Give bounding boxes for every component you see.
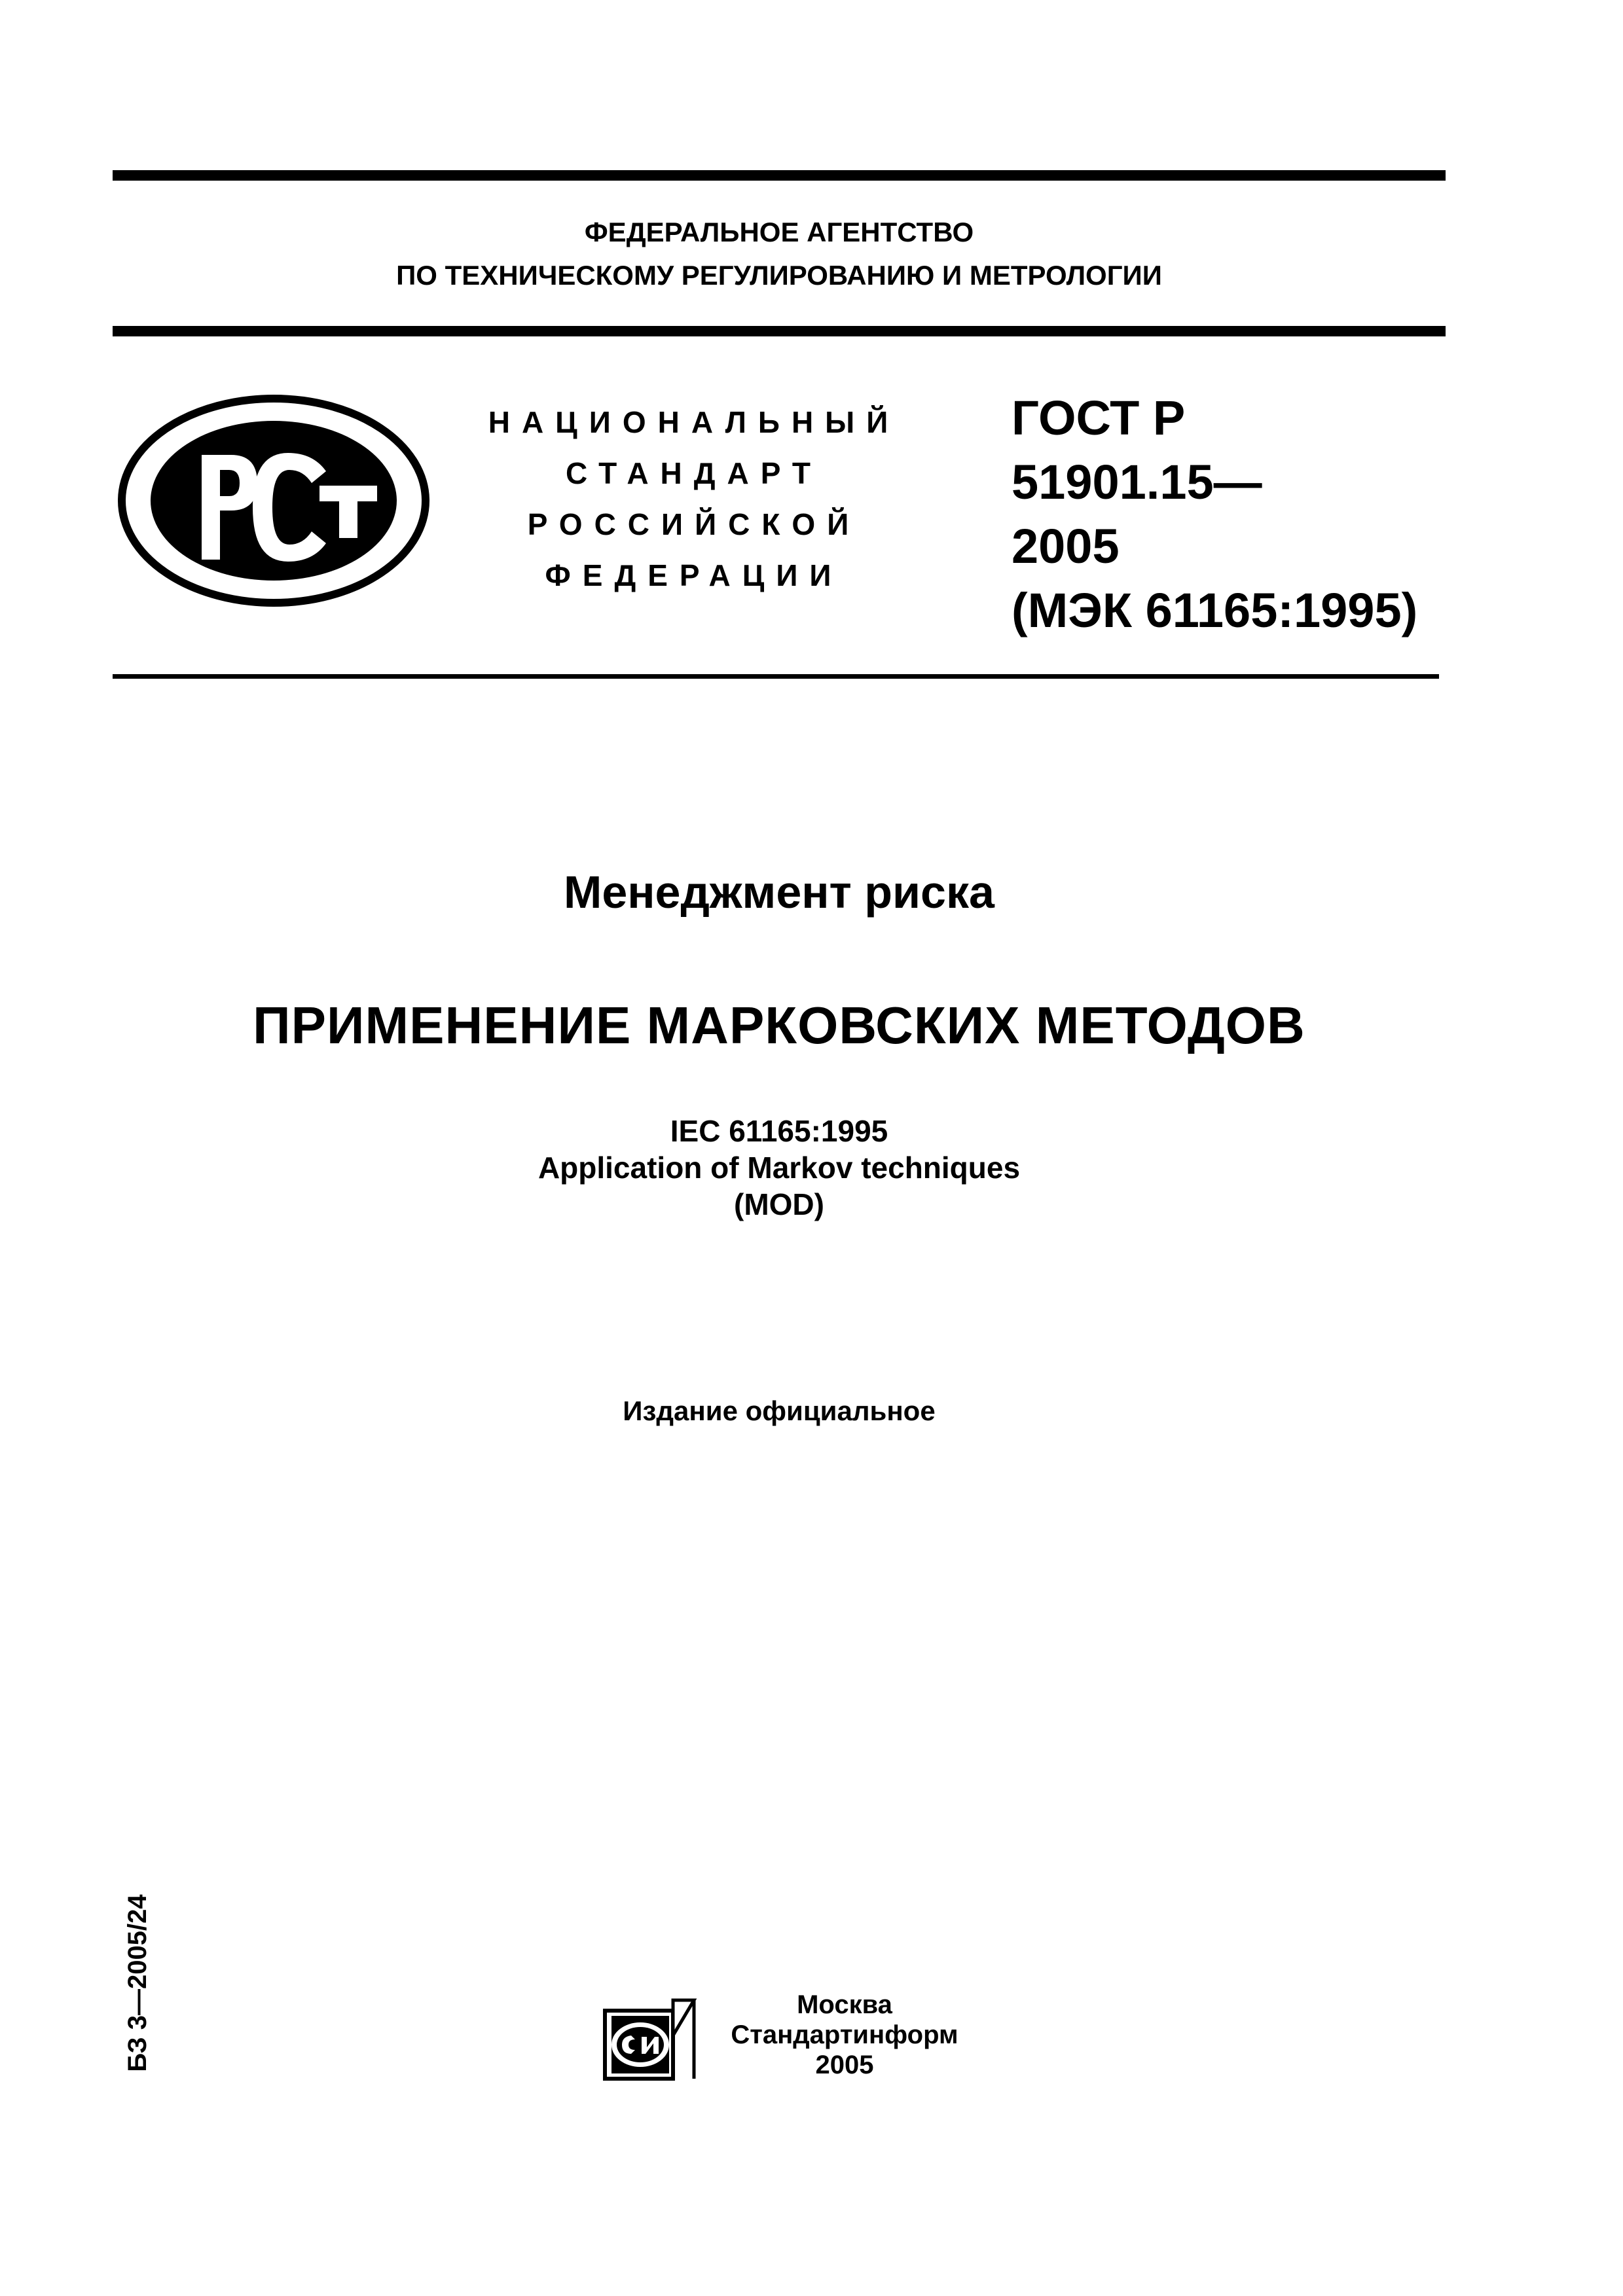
national-line-3: РОССИЙСКОЙ (527, 507, 861, 541)
document-subtitle: Менеджмент риска (564, 867, 994, 918)
publisher-logo (602, 1996, 701, 2081)
standard-designation (1012, 386, 1509, 643)
publisher-city: Москва (797, 1990, 892, 2019)
national-line-4: ФЕДЕРАЦИИ (545, 558, 843, 592)
publisher-name: Стандартинформ (731, 2020, 958, 2049)
designation-line-4: (МЭК 61165:1995) (1012, 583, 1418, 637)
header-rule (113, 326, 1446, 336)
rst-logo (117, 393, 431, 609)
designation-line-3: 2005 (1012, 519, 1120, 573)
national-line-1: НАЦИОНАЛЬНЫЙ (488, 405, 900, 439)
edition-label: Издание официальное (623, 1395, 936, 1426)
publisher-year: 2005 (815, 2051, 874, 2079)
agency-line-1: ФЕДЕРАЛЬНОЕ АГЕНТСТВО (584, 217, 974, 247)
top-rule (113, 170, 1446, 181)
iec-reference (0, 1113, 1558, 1223)
iec-line-2: Application of Markov techniques (538, 1151, 1021, 1185)
iec-line-1: IEC 61165:1995 (670, 1114, 888, 1148)
iec-line-3: (MOD) (734, 1187, 824, 1221)
agency-line-2: ПО ТЕХНИЧЕСКОМУ РЕГУЛИРОВАНИЮ И МЕТРОЛОГИИ (396, 260, 1162, 291)
designation-line-2: 51901.15— (1012, 455, 1262, 509)
national-line-2: СТАНДАРТ (566, 456, 822, 490)
section-rule (113, 674, 1439, 679)
national-standard-label (458, 397, 930, 601)
document-title: ПРИМЕНЕНИЕ МАРКОВСКИХ МЕТОДОВ (253, 996, 1305, 1054)
agency-name (0, 211, 1558, 297)
side-code-text: БЗ 3—2005/24 (123, 1894, 152, 2072)
designation-line-1: ГОСТ Р (1012, 391, 1186, 445)
publisher-info (727, 1990, 962, 2080)
